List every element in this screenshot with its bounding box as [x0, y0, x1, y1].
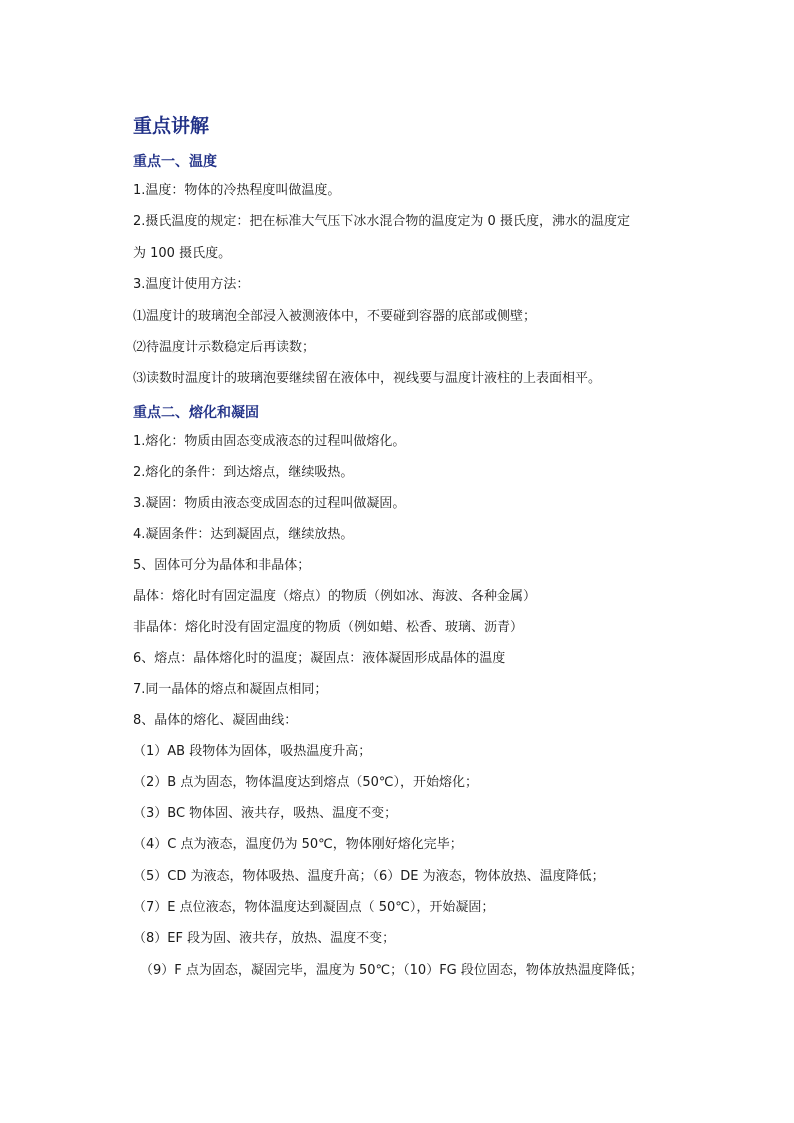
text-line: 3.温度计使用方法：: [133, 277, 250, 292]
page-title: 重点讲解: [133, 115, 210, 137]
list-item: （3）BC 物体固、液共存，吸热、温度不变；: [133, 806, 398, 821]
text-line: 4.凝固条件：达到凝固点，继续放热。: [133, 527, 354, 542]
list-item: （9）F 点为固态，凝固完毕，温度为 50℃；（10）FG 段位固态，物体放热温度降低；: [140, 963, 643, 978]
text-line: 1.熔化：物质由固态变成液态的过程叫做熔化。: [133, 434, 406, 449]
list-item: （5）CD 为液态，物体吸热、温度升高；（6）DE 为液态，物体放热、温度降低；: [133, 869, 605, 884]
text-line: 非晶体：熔化时没有固定温度的物质（例如蜡、松香、玻璃、沥青）: [133, 620, 524, 635]
text-line: ⑵待温度计示数稳定后再读数；: [133, 340, 316, 355]
text-line: 1.温度：物体的冷热程度叫做温度。: [133, 183, 341, 198]
section-heading-temperature: 重点一、温度: [133, 154, 217, 170]
text-line: 2.熔化的条件：到达熔点，继续吸热。: [133, 465, 354, 480]
text-line: 8、晶体的熔化、凝固曲线：: [133, 713, 298, 728]
text-line: 2.摄氏温度的规定：把在标准大气压下冰水混合物的温度定为 0 摄氏度，沸水的温度定: [133, 214, 630, 229]
text-line: ⑴温度计的玻璃泡全部浸入被测液体中，不要碰到容器的底部或侧壁；: [133, 309, 537, 324]
text-line: 7.同一晶体的熔点和凝固点相同；: [133, 682, 328, 697]
text-line: 晶体：熔化时有固定温度（熔点）的物质（例如冰、海波、各种金属）: [133, 589, 537, 604]
list-item: （4）C 点为液态，温度仍为 50℃，物体刚好熔化完毕；: [133, 837, 463, 852]
section-heading-melting: 重点二、熔化和凝固: [133, 405, 259, 421]
text-line: 5、固体可分为晶体和非晶体；: [133, 558, 311, 573]
text-line: 3.凝固：物质由液态变成固态的过程叫做凝固。: [133, 496, 406, 511]
text-line: 6、熔点：晶体熔化时的温度；凝固点：液体凝固形成晶体的温度: [133, 651, 506, 666]
list-item: （7）E 点位液态，物体温度达到凝固点（ 50℃），开始凝固；: [133, 900, 495, 915]
text-line: 为 100 摄氏度。: [133, 246, 232, 261]
text-line: ⑶读数时温度计的玻璃泡要继续留在液体中，视线要与温度计液柱的上表面相平。: [133, 371, 602, 386]
list-item: （2）B 点为固态，物体温度达到熔点（50℃），开始熔化；: [133, 775, 478, 790]
list-item: （1）AB 段物体为固体，吸热温度升高；: [133, 744, 372, 759]
list-item: （8）EF 段为固、液共存，放热、温度不变；: [133, 931, 396, 946]
